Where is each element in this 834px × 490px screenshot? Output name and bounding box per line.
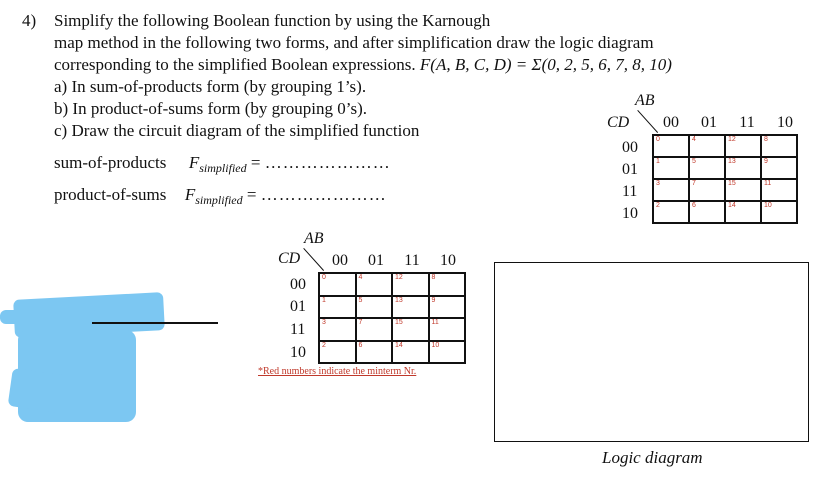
kmap-cell[interactable]	[689, 157, 725, 179]
minterm-number: 11	[764, 180, 772, 187]
sop-answer	[54, 152, 391, 175]
minterm-number: 5	[692, 158, 696, 165]
kmap-ab-label: AB	[635, 92, 655, 109]
minterm-number: 2	[322, 341, 326, 349]
minterm-number: 2	[656, 202, 660, 209]
minterm-number: 6	[358, 341, 363, 349]
kmap-row-11: 11	[622, 183, 638, 200]
kmap-sop	[600, 92, 800, 232]
question-line-2: map method in the following two forms, and after simplification draw the logic diagram	[54, 33, 654, 52]
minterm-number: 13	[395, 296, 403, 304]
minterm-number: 11	[431, 319, 439, 326]
kmap-cell[interactable]	[653, 179, 689, 201]
sop-blank[interactable]: …………………	[264, 153, 391, 172]
sop-f-sub: simplified	[199, 161, 247, 175]
minterm-number: 5	[358, 296, 363, 304]
kmap-cell[interactable]	[392, 296, 429, 319]
pos-f-symbol: F	[184, 185, 196, 204]
question-line-3-text: corresponding to the simplified Boolean expressions.	[54, 55, 420, 74]
kmap-grid	[318, 272, 466, 364]
kmap-cell[interactable]	[356, 341, 393, 364]
kmap-cell[interactable]	[356, 273, 393, 296]
pos-blank[interactable]: …………………	[260, 185, 387, 204]
minterm-number: 10	[431, 341, 440, 349]
kmap-row-01: 01	[290, 298, 306, 315]
kmap-pos	[272, 228, 472, 368]
kmap-cell[interactable]	[653, 201, 689, 223]
minterm-number: 3	[656, 180, 660, 187]
minterm-number: 8	[431, 274, 436, 281]
kmap-cell[interactable]	[689, 201, 725, 223]
pos-label: product-of-sums	[54, 185, 167, 204]
kmap-cell[interactable]	[725, 157, 761, 179]
kmap-diagonal	[303, 248, 324, 271]
kmap-cell[interactable]	[725, 179, 761, 201]
kmap-row-11: 11	[290, 321, 306, 338]
kmap-cell[interactable]	[725, 135, 761, 157]
kmap-row-10: 10	[290, 344, 306, 361]
part-b: b) In product-of-sums form (by grouping 0’s).	[54, 99, 368, 118]
kmap-cell[interactable]	[429, 273, 466, 296]
kmap-cell[interactable]	[429, 341, 466, 364]
kmap-cell[interactable]	[653, 157, 689, 179]
minterm-number: 15	[395, 319, 403, 326]
minterm-number: 1	[656, 158, 660, 165]
pos-answer	[54, 184, 387, 207]
minterm-number: 12	[728, 136, 736, 143]
kmap-cell[interactable]	[356, 318, 393, 341]
part-a: a) In sum-of-products form (by grouping 1’s).	[54, 77, 367, 96]
sop-equals: =	[250, 153, 261, 172]
kmap-cell[interactable]	[319, 341, 356, 364]
kmap-cell[interactable]	[725, 201, 761, 223]
boolean-function: F(A, B, C, D) = Σ(0, 2, 5, 6, 7, 8, 10)	[419, 55, 672, 74]
minterm-number: 7	[692, 180, 696, 187]
kmap-cell[interactable]	[689, 135, 725, 157]
minterm-number: 0	[656, 136, 660, 143]
kmap-cell[interactable]	[319, 318, 356, 341]
kmap-cell[interactable]	[392, 273, 429, 296]
minterm-number: 15	[728, 180, 736, 187]
minterm-number: 14	[395, 341, 403, 349]
pos-equals: =	[246, 185, 257, 204]
logic-diagram-caption: Logic diagram	[602, 448, 703, 467]
minterm-number: 1	[322, 296, 326, 304]
question-line-3	[54, 54, 672, 76]
kmap-col-10: 10	[440, 252, 456, 269]
kmap-cell[interactable]	[356, 296, 393, 319]
minterm-number: 4	[692, 136, 696, 143]
part-c: c) Draw the circuit diagram of the simplified function	[54, 121, 420, 140]
minterm-number: 9	[764, 158, 768, 165]
redaction-scribble	[8, 368, 73, 414]
kmap-col-00: 00	[332, 252, 348, 269]
redaction-scribble	[0, 310, 100, 324]
kmap-cell[interactable]	[689, 179, 725, 201]
minterm-number: 12	[395, 274, 403, 281]
question-line-1: Simplify the following Boolean function by using the Karnough	[54, 11, 491, 30]
kmap-row-01: 01	[622, 161, 638, 178]
kmap-row-00: 00	[622, 139, 638, 156]
kmap-col-01: 01	[368, 252, 384, 269]
kmap-cd-label: CD	[607, 114, 630, 131]
question-number: 4)	[22, 11, 37, 30]
kmap-col-10: 10	[777, 114, 793, 131]
kmap-cell[interactable]	[392, 318, 429, 341]
minterm-number: 13	[728, 158, 736, 165]
minterm-number: 4	[358, 274, 363, 281]
kmap-col-01: 01	[701, 114, 717, 131]
sop-f-symbol: F	[188, 153, 200, 172]
kmap-grid	[652, 134, 798, 224]
kmap-cell[interactable]	[653, 135, 689, 157]
kmap-cd-label: CD	[278, 250, 301, 267]
pos-f-sub: simplified	[195, 193, 243, 207]
kmap-cell[interactable]	[319, 273, 356, 296]
minterm-number: 7	[358, 319, 363, 326]
kmap-cell[interactable]	[392, 341, 429, 364]
kmap-cell[interactable]	[319, 296, 356, 319]
kmap-row-10: 10	[622, 205, 638, 222]
sop-label: sum-of-products	[54, 153, 167, 172]
kmap-cell[interactable]	[761, 157, 797, 179]
kmap-cell[interactable]	[429, 318, 466, 341]
minterm-number: 14	[728, 202, 736, 209]
minterm-note: *Red numbers indicate the minterm Nr.	[258, 366, 417, 377]
minterm-number: 9	[431, 296, 436, 304]
minterm-number: 3	[322, 319, 326, 326]
minterm-number: 0	[322, 274, 326, 281]
minterm-number: 10	[764, 202, 772, 209]
kmap-col-11: 11	[404, 252, 420, 269]
kmap-ab-label: AB	[304, 230, 324, 247]
kmap-cell[interactable]	[429, 296, 466, 319]
minterm-number: 6	[692, 202, 696, 209]
kmap-col-00: 00	[663, 114, 679, 131]
kmap-cell[interactable]	[761, 135, 797, 157]
kmap-col-11: 11	[739, 114, 755, 131]
logic-diagram-box[interactable]	[494, 262, 809, 442]
horizontal-rule	[92, 322, 218, 324]
kmap-cell[interactable]	[761, 179, 797, 201]
kmap-row-00: 00	[290, 276, 306, 293]
minterm-number: 8	[764, 136, 768, 143]
kmap-cell[interactable]	[761, 201, 797, 223]
